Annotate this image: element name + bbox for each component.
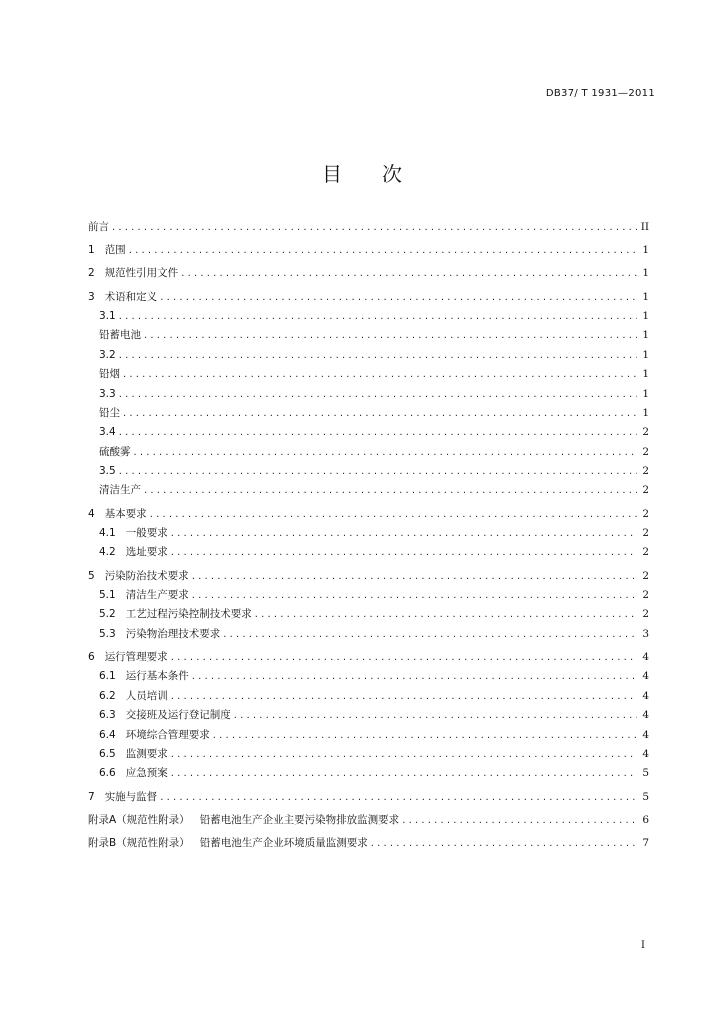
toc-entry[interactable] [88, 346, 649, 365]
toc-entry[interactable] [88, 586, 649, 605]
toc-entry-number: 1 [88, 244, 95, 257]
toc-entry-number: 4.2 [99, 546, 116, 559]
toc-leader-dots [123, 404, 637, 423]
toc-entry-label [99, 706, 234, 725]
toc-entry[interactable] [88, 288, 649, 307]
toc-entry-page: 2 [642, 546, 649, 559]
toc-entry-page: 2 [642, 608, 649, 621]
toc-entry-title: 工艺过程污染控制技术要求 [125, 608, 252, 621]
toc-leader-dots [192, 567, 637, 586]
toc-entry[interactable] [88, 543, 649, 562]
toc-entry-page: 1 [642, 329, 649, 342]
toc-entry-page: 1 [642, 309, 649, 322]
toc-entry[interactable] [88, 648, 649, 667]
toc-entry-page: II [640, 221, 649, 233]
toc-entry-number: 6 [88, 650, 95, 663]
toc-leader-dots [255, 605, 637, 624]
toc-entry-label [88, 218, 112, 237]
toc-entry-page: 1 [642, 387, 649, 400]
toc-leader-dots [171, 524, 637, 543]
toc-entry-label [88, 505, 150, 524]
toc-entry-title: 运行管理要求 [104, 650, 168, 663]
toc-leader-dots [129, 241, 637, 260]
toc-entry-label [99, 586, 192, 605]
toc-leader-dots [123, 365, 637, 384]
toc-leader-dots [160, 288, 637, 307]
toc-entry[interactable] [88, 423, 649, 442]
toc-entry[interactable] [88, 264, 649, 283]
toc-entry-title: 交接班及运行登记制度 [125, 709, 231, 722]
toc-entry-label [99, 524, 171, 543]
toc-entry-label [88, 288, 160, 307]
toc-leader-dots [119, 462, 637, 481]
toc-entry[interactable] [88, 481, 649, 500]
toc-entry-title: 规范性引用文件 [104, 267, 179, 280]
toc-entry-number: 6.1 [99, 670, 116, 683]
toc-entry[interactable] [88, 788, 649, 807]
toc-entry[interactable] [88, 726, 649, 745]
toc-entry[interactable] [88, 811, 649, 830]
toc-entry-label [99, 605, 255, 624]
toc-entry-page: 1 [642, 368, 649, 381]
toc-entry-title: 污染防治技术要求 [104, 569, 189, 582]
toc-entry-number: 5.1 [99, 589, 116, 602]
toc-entry-title: 人员培训 [125, 689, 168, 702]
toc-entry-number: 2 [88, 267, 95, 280]
toc-leader-dots [119, 307, 637, 326]
toc-entry-page: 4 [642, 709, 649, 722]
toc-entry-page: 1 [642, 406, 649, 419]
toc-entry-title: 应急预案 [125, 767, 168, 780]
toc-entry-number: 6.6 [99, 767, 116, 780]
toc-entry-label [88, 811, 402, 830]
toc-entry-label [99, 543, 171, 562]
toc-entry-number: 4 [88, 507, 95, 520]
toc-entry-page: 2 [642, 465, 649, 478]
toc-entry-number: 7 [88, 790, 95, 803]
toc-entry-label [99, 745, 171, 764]
toc-entry-label [99, 687, 171, 706]
toc-entry-label [99, 481, 144, 500]
toc-leader-dots [171, 764, 637, 783]
toc-entry-title: 清洁生产要求 [125, 589, 189, 602]
toc-entry-label [99, 326, 144, 345]
toc-entry-label [99, 404, 123, 423]
toc-entry[interactable] [88, 326, 649, 345]
toc-entry-page: 4 [642, 728, 649, 741]
toc-entry-page: 4 [642, 670, 649, 683]
toc-entry[interactable] [88, 567, 649, 586]
toc-entry-label [99, 423, 119, 442]
toc-entry-title: 铅蓄电池生产企业主要污染物排放监测要求 [199, 813, 400, 826]
toc-entry[interactable] [88, 764, 649, 783]
toc-entry-page: 2 [642, 484, 649, 497]
toc-entry-title: 运行基本条件 [125, 670, 189, 683]
toc-entry-number: 4.1 [99, 527, 116, 540]
toc-leader-dots [144, 326, 637, 345]
toc-entry-title: 术语和定义 [104, 290, 158, 303]
toc-entry-page: 2 [642, 527, 649, 540]
toc-entry-title: 清洁生产 [99, 484, 141, 497]
toc-entry[interactable] [88, 404, 649, 423]
toc-leader-dots [144, 481, 637, 500]
toc-entry-page: 2 [642, 569, 649, 582]
toc-entry-label [99, 443, 134, 462]
toc-entry-number: 6.4 [99, 728, 116, 741]
toc-entry-page: 4 [642, 747, 649, 760]
toc-entry-label [88, 834, 371, 853]
toc-entry-title: 3.4 [99, 426, 116, 439]
toc-leader-dots [171, 687, 637, 706]
toc-entry-page: 4 [642, 689, 649, 702]
toc-leader-dots [134, 443, 638, 462]
toc-leader-dots [119, 346, 637, 365]
toc-entry-title: 范围 [104, 244, 126, 257]
toc-entry-label [99, 365, 123, 384]
toc-entry-title: 基本要求 [104, 507, 147, 520]
toc-entry-label [99, 307, 119, 326]
toc-entry-title: 3.2 [99, 348, 116, 361]
toc-entry-page: 2 [642, 426, 649, 439]
toc-entry-number: 5.2 [99, 608, 116, 621]
toc-leader-dots [234, 706, 637, 725]
toc-entry-title: 铅尘 [99, 406, 120, 419]
toc-leader-dots [160, 788, 637, 807]
toc-entry-title: 铅烟 [99, 368, 120, 381]
toc-entry-number: 6.3 [99, 709, 116, 722]
document-code: DB37/ T 1931—2011 [545, 88, 655, 99]
toc-entry-label [99, 625, 223, 644]
toc-entry-page: 2 [642, 445, 649, 458]
toc-entry-number: 5.3 [99, 627, 116, 640]
toc-entry-title: 3.5 [99, 465, 116, 478]
toc-entry-label [88, 241, 129, 260]
toc-entry[interactable] [88, 524, 649, 543]
toc-entry[interactable] [88, 218, 649, 237]
toc-entry-page: 1 [642, 267, 649, 280]
toc-leader-dots [112, 218, 637, 237]
toc-entry[interactable] [88, 365, 649, 384]
toc-entry-title: 铅蓄电池 [99, 329, 141, 342]
toc-entry-label [99, 726, 213, 745]
toc-entry-label [99, 667, 192, 686]
toc-entry-page: 5 [642, 767, 649, 780]
toc-entry-title: 监测要求 [125, 747, 168, 760]
toc-entry-title: 3.3 [99, 387, 116, 400]
toc-entry[interactable] [88, 307, 649, 326]
toc-entry-title: 一般要求 [125, 527, 168, 540]
toc-leader-dots [213, 726, 637, 745]
toc-entry[interactable] [88, 706, 649, 725]
toc-leader-dots [171, 745, 637, 764]
toc-entry[interactable] [88, 667, 649, 686]
toc-entry[interactable] [88, 505, 649, 524]
toc-entry-number: 附录A（规范性附录） [88, 813, 190, 826]
toc-entry[interactable] [88, 443, 649, 462]
page-number: I [641, 940, 645, 951]
toc-entry-page: 2 [642, 507, 649, 520]
toc-leader-dots [181, 264, 637, 283]
toc-entry-title: 选址要求 [125, 546, 168, 559]
toc-entry-title: 实施与监督 [104, 790, 158, 803]
toc-entry-page: 1 [642, 290, 649, 303]
toc-entry-label [88, 567, 192, 586]
toc-entry[interactable] [88, 834, 649, 853]
toc-entry-page: 6 [642, 813, 649, 826]
toc-entry-title: 污染物治理技术要求 [125, 627, 221, 640]
toc-entry[interactable] [88, 241, 649, 260]
toc-entry-number: 5 [88, 569, 95, 582]
toc-leader-dots [371, 834, 637, 853]
toc-leader-dots [192, 586, 637, 605]
toc-entry-page: 1 [642, 244, 649, 257]
toc-entry[interactable] [88, 625, 649, 644]
toc-entry[interactable] [88, 687, 649, 706]
toc-entry-label [99, 764, 171, 783]
table-of-contents [88, 218, 649, 853]
toc-entry-page: 2 [642, 589, 649, 602]
toc-leader-dots [171, 543, 637, 562]
toc-entry-label [99, 462, 119, 481]
toc-entry[interactable] [88, 462, 649, 481]
toc-entry-number: 附录B（规范性附录） [88, 836, 190, 849]
toc-entry-label [99, 385, 119, 404]
toc-entry-title: 前言 [88, 221, 109, 233]
toc-entry-number: 6.2 [99, 689, 116, 702]
toc-entry-title: 硫酸雾 [99, 445, 131, 458]
toc-entry-page: 4 [642, 650, 649, 663]
toc-leader-dots [150, 505, 637, 524]
page-title: 目次 [322, 162, 442, 186]
toc-entry-page: 1 [642, 348, 649, 361]
toc-entry-number: 3 [88, 290, 95, 303]
toc-entry-label [88, 648, 171, 667]
toc-entry[interactable] [88, 745, 649, 764]
toc-entry-label [88, 788, 160, 807]
toc-entry-title: 3.1 [99, 309, 116, 322]
toc-leader-dots [192, 667, 637, 686]
toc-entry-label [99, 346, 119, 365]
toc-entry-page: 3 [642, 627, 649, 640]
toc-entry[interactable] [88, 605, 649, 624]
toc-entry[interactable] [88, 385, 649, 404]
toc-entry-page: 5 [642, 790, 649, 803]
toc-leader-dots [171, 648, 637, 667]
toc-entry-title: 环境综合管理要求 [125, 728, 210, 741]
toc-leader-dots [223, 625, 637, 644]
toc-entry-page: 7 [642, 836, 649, 849]
toc-leader-dots [119, 423, 637, 442]
toc-entry-title: 铅蓄电池生产企业环境质量监测要求 [199, 836, 368, 849]
toc-leader-dots [402, 811, 637, 830]
toc-leader-dots [119, 385, 637, 404]
toc-entry-number: 6.5 [99, 747, 116, 760]
toc-entry-label [88, 264, 181, 283]
